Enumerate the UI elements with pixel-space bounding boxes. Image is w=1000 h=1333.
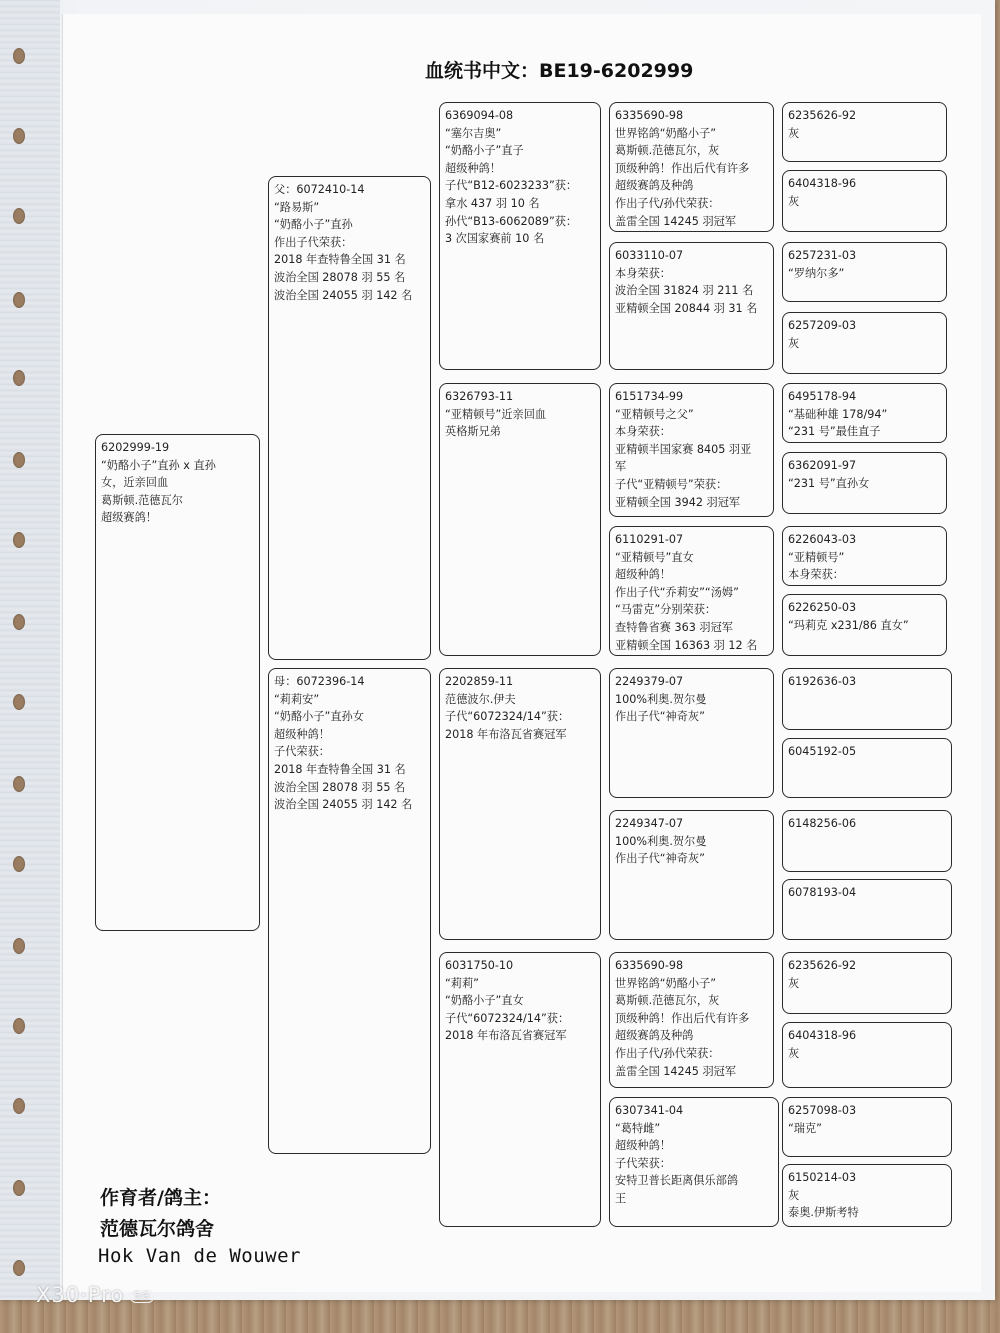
ring-number: 6362091-97 xyxy=(788,459,857,472)
punch-hole xyxy=(13,856,25,872)
card-line: 2018 年查特鲁全国 31 名 xyxy=(274,762,406,776)
ring-number: 6257098-03 xyxy=(788,1104,857,1117)
pedigree-card-gen5 xyxy=(782,383,947,443)
punch-hole xyxy=(13,370,25,386)
card-line: 葛斯顿.范德瓦尔，灰 xyxy=(615,144,720,158)
ring-number: 6226043-03 xyxy=(788,533,857,546)
card-line: 泰奥.伊斯考特 xyxy=(788,1206,859,1220)
card-line: 世界铭鸽“奶酪小子” xyxy=(615,976,717,990)
card-line: 超级赛鸽及种鸽 xyxy=(615,1029,694,1043)
card-line: 葛斯顿.范德瓦尔，灰 xyxy=(615,994,720,1008)
card-line: 子代荣获： xyxy=(615,1156,671,1170)
card-line: 葛斯顿.范德瓦尔 xyxy=(101,493,183,507)
card-line: 作出子代“乔莉安”“汤姆” xyxy=(615,585,739,599)
pedigree-card-gen5 xyxy=(782,1097,952,1157)
ring-number: 6150214-03 xyxy=(788,1171,857,1184)
card-line: 盖雷全国 14245 羽冠军 xyxy=(615,214,737,228)
ring-number: 6148256-06 xyxy=(788,817,857,830)
card-line: “奶酪小子”直子 xyxy=(445,144,524,158)
punch-hole xyxy=(13,452,25,468)
card-line: 灰 xyxy=(788,1046,800,1060)
card-line: 2018 年布洛瓦省赛冠军 xyxy=(445,1029,567,1043)
pedigree-card-dam xyxy=(268,668,431,1154)
pedigree-card-gen4 xyxy=(609,102,774,232)
card-line: 盖雷全国 14245 羽冠军 xyxy=(615,1064,737,1078)
card-line: 顶级种鸽！作出后代有许多 xyxy=(615,161,750,175)
pedigree-card-gen4 xyxy=(609,668,774,798)
pedigree-card-gen5 xyxy=(782,594,947,656)
ring-number: 6495178-94 xyxy=(788,390,857,403)
card-line: 子代“亚精顿号”荣获： xyxy=(615,477,728,491)
card-line: 本身荣获： xyxy=(615,425,671,439)
card-line: “瑞克” xyxy=(788,1121,822,1135)
pedigree-card-gen5 xyxy=(782,1022,952,1088)
card-line: 女，近亲回血 xyxy=(101,476,169,490)
pedigree-card-gen3 xyxy=(439,668,601,940)
ring-number: 6033110-07 xyxy=(615,249,684,262)
card-line: 灰 xyxy=(788,1188,800,1202)
pedigree-card-gen3 xyxy=(439,383,601,656)
punch-hole xyxy=(13,776,25,792)
card-line: 亚精顿全国 20844 羽 31 名 xyxy=(615,301,758,315)
card-line: 波治全国 28078 羽 55 名 xyxy=(274,780,406,794)
card-line: 灰 xyxy=(788,126,800,140)
pedigree-card-gen5 xyxy=(782,952,952,1014)
card-line: “葛特雌” xyxy=(615,1121,661,1135)
card-line: 波治全国 24055 羽 142 名 xyxy=(274,798,413,812)
ring-number: 6192636-03 xyxy=(788,675,857,688)
card-line: 查特鲁省赛 363 羽冠军 xyxy=(615,620,733,634)
pedigree-card-gen4 xyxy=(609,383,774,517)
loft-name-latin: Hok Van de Wouwer xyxy=(98,1245,301,1267)
card-line: 超级种鸽！ xyxy=(445,161,501,175)
card-line: “罗纳尔多” xyxy=(788,266,845,280)
pedigree-card-gen5 xyxy=(782,452,947,514)
punch-hole xyxy=(13,1098,25,1114)
ring-number: 6369094-08 xyxy=(445,109,514,122)
punch-hole xyxy=(13,1018,25,1034)
card-line: “奶酪小子”直孙 xyxy=(274,218,353,232)
card-line: 作出子代“神奇灰” xyxy=(615,710,705,724)
card-line: 拿水 437 羽 10 名 xyxy=(445,196,540,210)
ring-number: 母：6072396-14 xyxy=(274,675,365,688)
pedigree-card-sire xyxy=(268,176,431,660)
card-line: 100%利奥.贺尔曼 xyxy=(615,692,707,706)
card-line: 超级种鸽！ xyxy=(615,1139,671,1153)
card-line: 波治全国 31824 羽 211 名 xyxy=(615,284,754,298)
ring-number: 6326793-11 xyxy=(445,390,514,403)
card-line: 安特卫普长距离俱乐部鸽 xyxy=(615,1174,739,1188)
camera-watermark xyxy=(36,1283,154,1307)
ring-number: 6257231-03 xyxy=(788,249,857,262)
card-line: 本身荣获： xyxy=(615,266,671,280)
card-line: “231 号”最佳直子 xyxy=(788,425,881,439)
card-line: 灰 xyxy=(788,336,800,350)
card-line: “基础种雄 178/94” xyxy=(788,407,888,421)
punch-hole xyxy=(13,694,25,710)
card-line: “莉莉安” xyxy=(274,692,320,706)
card-line: 亚精顿全国 3942 羽冠军 xyxy=(615,495,741,509)
pedigree-card-gen4 xyxy=(609,242,774,370)
punch-hole xyxy=(13,48,25,64)
card-line: 王 xyxy=(615,1191,627,1205)
sleeve-punch-strip xyxy=(0,0,60,1300)
ring-number: 6404318-96 xyxy=(788,1029,857,1042)
pedigree-card-gen5 xyxy=(782,810,952,872)
breeder-label: 作育者/鸽主： xyxy=(100,1187,221,1209)
card-line: 超级种鸽！ xyxy=(274,727,330,741)
punch-hole xyxy=(13,128,25,144)
pedigree-card-gen4 xyxy=(609,810,774,940)
card-line: 作出子代/孙代荣获： xyxy=(615,1046,720,1060)
ring-number: 父：6072410-14 xyxy=(274,183,365,196)
card-line: 作出子代/孙代荣获： xyxy=(615,196,720,210)
ring-number: 6335690-98 xyxy=(615,109,684,122)
card-line: “奶酪小子”直女 xyxy=(445,994,524,1008)
card-line: “路易斯” xyxy=(274,200,320,214)
pedigree-card-gen4 xyxy=(609,1097,779,1227)
card-line: “玛莉克 x231/86 直女” xyxy=(788,618,909,632)
card-line: “马雷克”分别荣获： xyxy=(615,603,717,617)
card-line: 作出子代“神奇灰” xyxy=(615,852,705,866)
ring-number: 6031750-10 xyxy=(445,959,514,972)
page-title: 血统书中文：BE19-6202999 xyxy=(425,60,694,82)
pedigree-card-gen4 xyxy=(609,526,774,656)
card-line: 孙代“B13-6062089”获： xyxy=(445,214,578,228)
pedigree-card-gen5 xyxy=(782,102,947,162)
ring-number: 6307341-04 xyxy=(615,1104,684,1117)
card-line: 亚精顿全国 16363 羽 12 名 xyxy=(615,638,758,652)
punch-hole xyxy=(13,292,25,308)
ring-number: 2249379-07 xyxy=(615,675,684,688)
ring-number: 6078193-04 xyxy=(788,886,857,899)
card-line: 亚精顿半国家赛 8405 羽亚 xyxy=(615,442,752,456)
pedigree-card-gen5 xyxy=(782,170,947,232)
card-line: 波治全国 28078 羽 55 名 xyxy=(274,270,406,284)
card-line: 世界铭鸽“奶酪小子” xyxy=(615,126,717,140)
network-badge: 5G xyxy=(130,1290,154,1303)
card-line: 子代“6072324/14”获： xyxy=(445,1011,570,1025)
punch-hole xyxy=(13,938,25,954)
pedigree-card-gen5 xyxy=(782,242,947,302)
ring-number: 6404318-96 xyxy=(788,177,857,190)
punch-hole xyxy=(13,1260,25,1276)
card-line: 子代“B12-6023233”获： xyxy=(445,179,578,193)
card-line: “亚精顿号之父” xyxy=(615,407,694,421)
ring-number: 6045192-05 xyxy=(788,745,857,758)
card-line: 波治全国 24055 羽 142 名 xyxy=(274,288,413,302)
punch-hole xyxy=(13,614,25,630)
pedigree-card-gen5 xyxy=(782,879,952,940)
ring-number: 6202999-19 xyxy=(101,441,170,454)
card-line: “莉莉” xyxy=(445,976,479,990)
pedigree-card-subject xyxy=(95,434,260,931)
card-line: 顶级种鸽！作出后代有许多 xyxy=(615,1011,750,1025)
ring-number: 6151734-99 xyxy=(615,390,684,403)
pedigree-card-gen5 xyxy=(782,668,952,730)
pedigree-card-gen5 xyxy=(782,312,947,374)
card-line: 超级赛鸽！ xyxy=(101,511,157,525)
punch-hole xyxy=(13,1180,25,1196)
punch-hole xyxy=(13,532,25,548)
card-line: “亚精顿号”直女 xyxy=(615,550,694,564)
ring-number: 2249347-07 xyxy=(615,817,684,830)
card-line: “231 号”直孙女 xyxy=(788,476,870,490)
card-line: 军 xyxy=(615,460,627,474)
card-line: “亚精顿号”近亲回血 xyxy=(445,407,547,421)
card-line: “塞尔吉奥” xyxy=(445,126,502,140)
punch-hole xyxy=(13,208,25,224)
card-line: 100%利奥.贺尔曼 xyxy=(615,834,707,848)
card-line: 英格斯兄弟 xyxy=(445,425,501,439)
ring-number: 2202859-11 xyxy=(445,675,514,688)
card-line: “奶酪小子”直孙 x 直孙 xyxy=(101,458,216,472)
ring-number: 6335690-98 xyxy=(615,959,684,972)
pedigree-card-gen5 xyxy=(782,738,952,798)
card-line: 超级赛鸽及种鸽 xyxy=(615,179,694,193)
card-line: 范德波尔.伊夫 xyxy=(445,692,516,706)
card-line: 子代“6072324/14”获： xyxy=(445,710,570,724)
pedigree-card-gen5 xyxy=(782,1164,952,1227)
card-line: 2018 年查特鲁全国 31 名 xyxy=(274,253,406,267)
card-line: 2018 年布洛瓦省赛冠军 xyxy=(445,727,567,741)
card-line: 作出子代荣获： xyxy=(274,235,353,249)
ring-number: 6235626-92 xyxy=(788,959,857,972)
card-line: 本身荣获： xyxy=(788,568,844,582)
pedigree-card-gen4 xyxy=(609,952,774,1088)
card-line: 超级种鸽！ xyxy=(615,568,671,582)
ring-number: 6226250-03 xyxy=(788,601,857,614)
loft-name-chinese: 范德瓦尔鸽舍 xyxy=(100,1218,215,1240)
card-line: “亚精顿号” xyxy=(788,550,845,564)
card-line: 子代荣获： xyxy=(274,745,330,759)
card-line: 灰 xyxy=(788,976,800,990)
ring-number: 6257209-03 xyxy=(788,319,857,332)
ring-number: 6235626-92 xyxy=(788,109,857,122)
pedigree-card-gen3 xyxy=(439,952,601,1227)
card-line: 3 次国家赛前 10 名 xyxy=(445,232,545,246)
pedigree-card-gen3 xyxy=(439,102,601,370)
camera-model-text: X30·Pro xyxy=(36,1283,125,1307)
card-line: “奶酪小子”直孙女 xyxy=(274,710,364,724)
pedigree-card-gen5 xyxy=(782,526,947,586)
card-line: 灰 xyxy=(788,194,800,208)
ring-number: 6110291-07 xyxy=(615,533,684,546)
